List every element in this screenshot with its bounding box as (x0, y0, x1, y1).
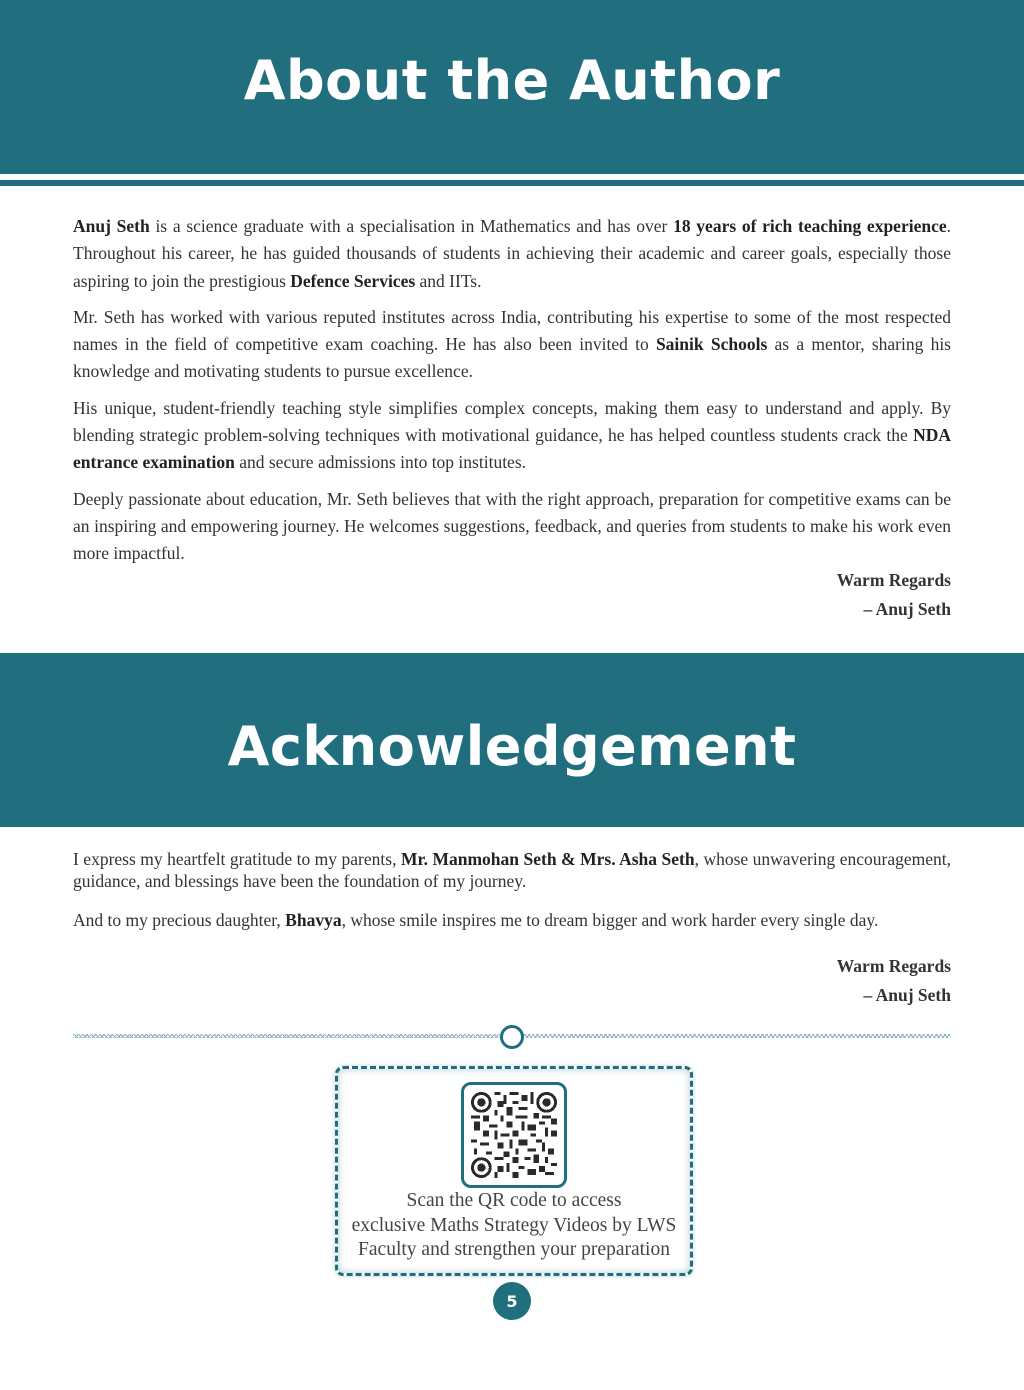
acknowledgement-body (73, 848, 951, 948)
divider-ring-icon (500, 1025, 524, 1049)
about-signoff (837, 566, 951, 624)
ack-paragraph-1 (73, 848, 951, 892)
text: and IITs. (415, 270, 482, 291)
text: , whose smile inspires me to dream bigger and work harder every single day. (341, 910, 879, 930)
header-rule (0, 180, 1024, 186)
ack-paragraph-2 (73, 909, 951, 931)
daughter-highlight: Bhavya (285, 910, 342, 930)
regards-text: Warm Regards (836, 956, 951, 976)
qr-card (335, 1066, 693, 1276)
page-number: 5 (506, 1291, 518, 1311)
about-paragraph-2 (73, 304, 951, 386)
experience-highlight: 18 years of rich teaching experience (673, 216, 947, 236)
text: Mr. Seth has worked with various reputed institutes across India, contributing his expertise to some of the most respected names in the field of competitive exam coaching. He has also been invited to (73, 306, 951, 355)
about-author-body (73, 213, 951, 577)
regards-text: Warm Regards (836, 570, 951, 590)
page-number-badge (493, 1282, 531, 1320)
qr-code-icon[interactable] (461, 1082, 567, 1188)
about-paragraph-1 (73, 213, 951, 295)
text: His unique, student-friendly teaching style simplifies complex concepts, making them easy to understand and apply. By blending strategic problem-solving techniques with motivational guidance, he has helped countless students crack the (73, 397, 951, 446)
text: . Throughout his career, he has guided thousands of students in achieving their academic and career goals, especially those aspiring to join the prestigious (73, 216, 951, 291)
qr-caption-line: Faculty and strengthen your preparation (358, 1239, 670, 1260)
author-name: Anuj Seth (73, 216, 150, 236)
about-author-title: About the Author (243, 48, 781, 112)
qr-caption-line: Scan the QR code to access (406, 1190, 622, 1211)
parents-highlight: Mr. Manmohan Seth & Mrs. Asha Seth (400, 849, 695, 869)
text: is a science graduate with a specialisation in Mathematics and has over (149, 216, 674, 236)
text: I express my heartfelt gratitude to my parents, (73, 849, 401, 869)
about-paragraph-4: Deeply passionate about education, Mr. Seth believes that with the right approach, preparation for competitive exams can be an inspiring and empowering journey. He welcomes suggestions, feedback, and queries from students to make his work even more impactful. (73, 488, 951, 564)
ornamental-divider-right (523, 1034, 951, 1038)
qr-caption (338, 1189, 690, 1263)
text: And to my precious daughter, (73, 910, 286, 930)
text: and secure admissions into top institutes. (234, 452, 527, 473)
qr-caption-line: exclusive Maths Strategy Videos by LWS (351, 1214, 677, 1236)
defence-highlight: Defence Services (290, 270, 416, 291)
signature-text: – Anuj Seth (863, 985, 951, 1005)
acknowledgement-title: Acknowledgement (227, 714, 797, 778)
nda-highlight: NDA entrance examination (73, 425, 951, 473)
signature-text: – Anuj Seth (863, 599, 951, 619)
about-author-banner (0, 0, 1024, 174)
about-paragraph-3 (73, 395, 951, 477)
acknowledgement-banner (0, 653, 1024, 827)
ack-signoff (837, 952, 951, 1010)
sainik-highlight: Sainik Schools (655, 334, 768, 355)
text: as a mentor, sharing his knowledge and motivating students to pursue excellence. (73, 334, 951, 382)
text: , whose unwavering encouragement, guidance, and blessings have been the foundation of my journey. (73, 849, 951, 891)
ornamental-divider-left (73, 1034, 500, 1038)
